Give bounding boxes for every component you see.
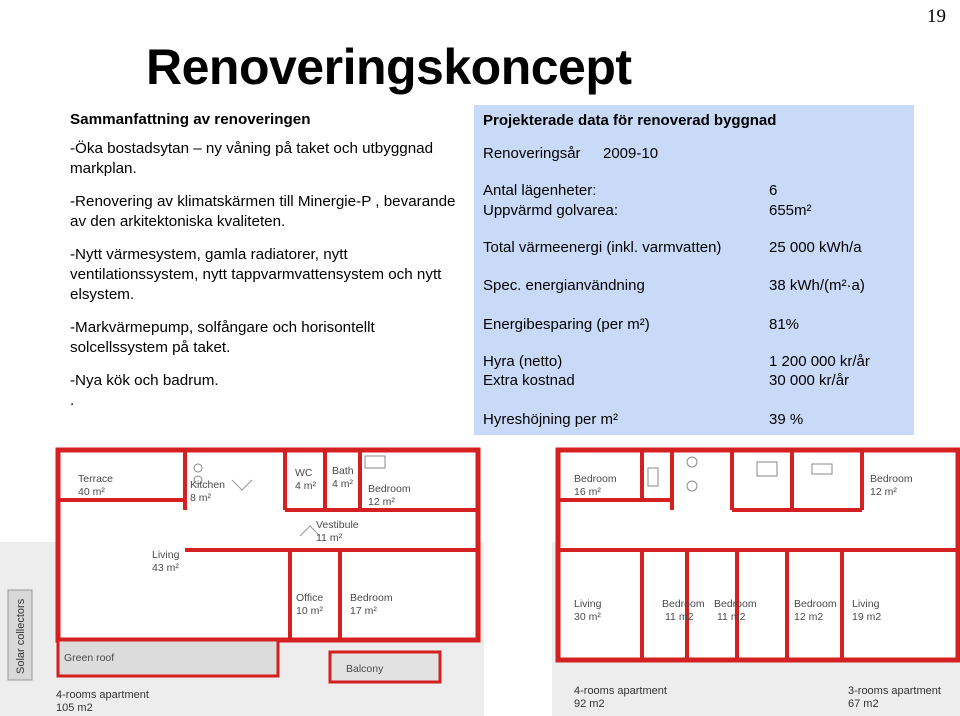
- room-area: 4 m²: [295, 480, 316, 492]
- room-area: 11 m2: [717, 611, 746, 623]
- summary-bullet: -Nytt värmesystem, gamla radiatorer, nytt ventilationssystem, nytt tappvarmvattensystem och nytt elsystem.: [70, 246, 442, 303]
- room-bath-label: Bath: [332, 465, 354, 477]
- row-label: Energibesparing (per m²): [483, 316, 650, 333]
- row-value: 655m²: [769, 202, 812, 219]
- row-value: 81%: [769, 316, 800, 333]
- room-kitchen-label: Kitchen: [190, 479, 226, 491]
- row-label: Spec. energianvändning: [483, 277, 645, 294]
- apartment-area: 105 m2: [56, 702, 93, 714]
- room-bedroom-label: Bedroom: [794, 598, 837, 610]
- room-bedroom-label: Bedroom: [350, 592, 393, 604]
- row-label: Renoveringsår: [483, 145, 581, 162]
- solar-collectors-label: Solar collectors: [15, 598, 27, 674]
- row-label: Extra kostnad: [483, 372, 575, 389]
- data-row: [483, 316, 903, 336]
- room-area: 12 m2: [794, 611, 824, 623]
- green-roof-label: Green roof: [64, 652, 115, 664]
- room-living-label: Living: [574, 598, 602, 610]
- row-value: 30 000 kr/år: [769, 372, 850, 389]
- row-value: 2009-10: [603, 145, 659, 162]
- row-value: 1 200 000 kr/år: [769, 353, 870, 370]
- row-value: 25 000 kWh/a: [769, 239, 862, 256]
- balcony-label: Balcony: [346, 663, 384, 675]
- summary-trailing-dot: .: [70, 392, 75, 409]
- room-bedroom-label: Bedroom: [574, 473, 617, 485]
- page-number: 19: [927, 6, 946, 27]
- projected-data-panel: [474, 105, 914, 435]
- room-office-label: Office: [296, 592, 324, 604]
- room-bedroom-label: Bedroom: [714, 598, 757, 610]
- room-area: 12 m²: [368, 496, 395, 508]
- room-vestibule-label: Vestibule: [316, 519, 359, 531]
- row-value: 6: [769, 182, 778, 199]
- summary-bullet: -Markvärmepump, solfångare och horisontellt solcellssystem på taket.: [70, 319, 375, 356]
- room-living-label: Living: [152, 549, 180, 561]
- data-row: [483, 239, 903, 259]
- data-row: [483, 411, 903, 431]
- floorplan-right: [552, 440, 960, 716]
- apartment-name: 4-rooms apartment: [574, 685, 667, 697]
- apartment-area: 92 m2: [574, 698, 605, 710]
- floorplan-left: [0, 440, 484, 716]
- apartment-name: 4-rooms apartment: [56, 689, 149, 701]
- room-wc-label: WC: [295, 467, 313, 479]
- renovation-summary: [70, 110, 470, 411]
- apartment-area: 67 m2: [848, 698, 879, 710]
- room-area: 4 m²: [332, 478, 353, 490]
- data-row: [483, 372, 903, 392]
- row-value: 39 %: [769, 411, 804, 428]
- summary-bullet: -Öka bostadsytan – ny våning på taket och utbyggnad markplan.: [70, 140, 434, 177]
- room-area: 19 m2: [852, 611, 882, 623]
- row-label: Total värmeenergi (inkl. varmvatten): [483, 239, 722, 256]
- row-label: Hyra (netto): [483, 353, 563, 370]
- data-row: [483, 353, 903, 373]
- room-area: 11 m2: [665, 611, 694, 623]
- room-area: 43 m²: [152, 562, 179, 574]
- row-label: Hyreshöjning per m²: [483, 411, 619, 428]
- panel-heading: Projekterade data för renoverad byggnad: [483, 112, 777, 129]
- room-area: 17 m²: [350, 605, 377, 617]
- room-living-label: Living: [852, 598, 880, 610]
- room-bedroom-label: Bedroom: [662, 598, 705, 610]
- room-bedroom-label: Bedroom: [368, 483, 411, 495]
- room-area: 40 m²: [78, 486, 105, 498]
- row-label: Antal lägenheter:: [483, 182, 597, 199]
- room-area: 8 m²: [190, 492, 211, 504]
- room-terrace-label: Terrace: [78, 473, 114, 485]
- room-area: 11 m²: [316, 532, 343, 544]
- page-title: Renoveringskoncept: [146, 39, 632, 95]
- apartment-name: 3-rooms apartment: [848, 685, 941, 697]
- room-area: 10 m²: [296, 605, 323, 617]
- summary-heading: Sammanfattning av renoveringen: [70, 111, 311, 128]
- data-row: [483, 202, 903, 222]
- room-bedroom-label: Bedroom: [870, 473, 913, 485]
- room-area: 16 m²: [574, 486, 601, 498]
- data-row: [483, 277, 903, 297]
- data-row: [483, 182, 903, 202]
- room-area: 12 m²: [870, 486, 897, 498]
- row-value: 38 kWh/(m²·a): [769, 277, 865, 294]
- summary-bullet: -Nya kök och badrum.: [70, 372, 219, 389]
- renovation-year-row: [483, 145, 903, 165]
- room-area: 30 m²: [574, 611, 601, 623]
- summary-bullet: -Renovering av klimatskärmen till Minergie-P , bevarande av den arkitektoniska kvaliteten.: [70, 193, 456, 230]
- row-label: Uppvärmd golvarea:: [483, 202, 619, 219]
